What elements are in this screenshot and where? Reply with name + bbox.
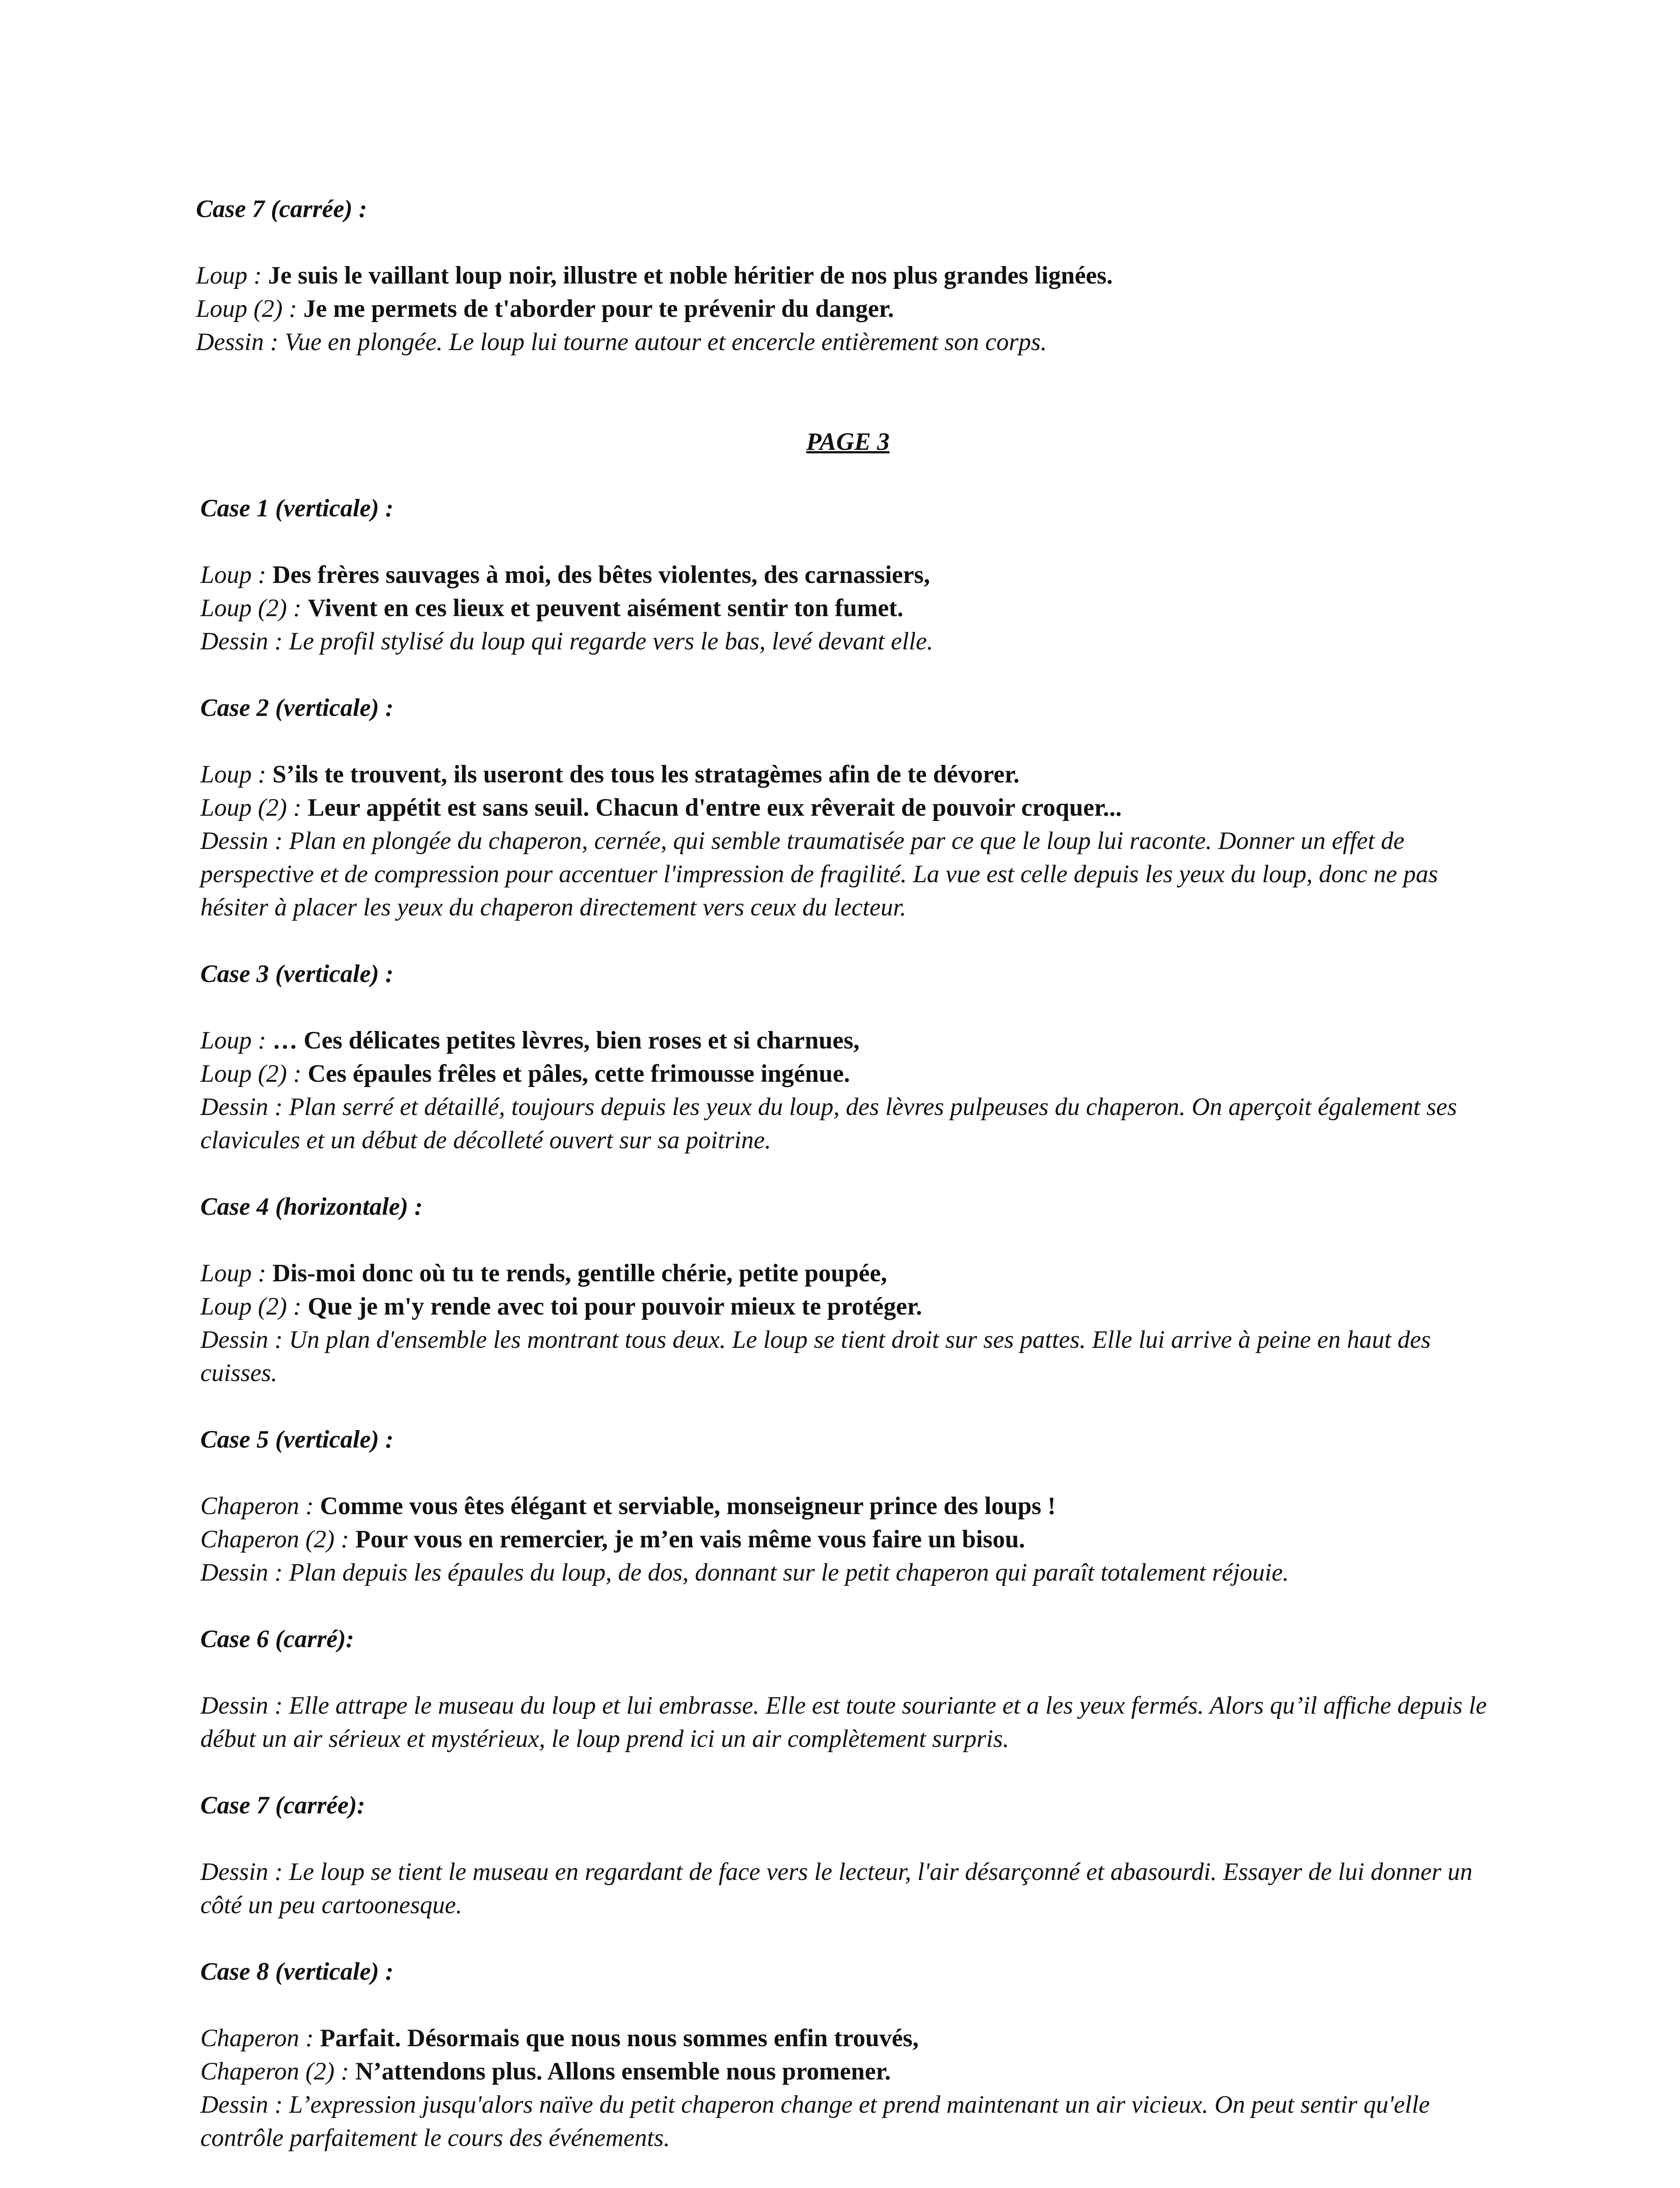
dialogue-line	[200, 1057, 1491, 1090]
page-title: PAGE 3	[806, 428, 890, 456]
speaker-label: Chaperon :	[200, 2024, 320, 2052]
speaker-label: Loup :	[200, 761, 273, 788]
speech-text: Je me permets de t'aborder pour te prévenir du danger.	[303, 295, 894, 323]
drawing-note: Dessin : Plan en plongée du chaperon, cernée, qui semble traumatisée par ce que le loup lui raconte. Donner un effet de perspective et de compression pour accentuer l'impression de fragilité. La vue est celle depuis les yeux du loup, donc ne pas hésiter à placer les yeux du chaperon directement vers ceux du lecteur.	[200, 827, 1438, 921]
case-7	[200, 1789, 1491, 1922]
speaker-label: Loup :	[200, 561, 273, 589]
drawing-note: Dessin : Le profil stylisé du loup qui regarde vers le bas, levé devant elle.	[200, 628, 933, 655]
speech-text: N’attendons plus. Allons ensemble nous promener.	[355, 2058, 891, 2085]
speaker-label: Loup :	[200, 1259, 273, 1287]
case-5	[200, 1423, 1491, 1589]
speaker-label: Chaperon (2) :	[200, 1525, 356, 1553]
drawing-note: Dessin : Un plan d'ensemble les montrant tous deux. Le loup se tient droit sur ses pattes. Elle lui arrive à peine en haut des cuisses.	[200, 1326, 1431, 1387]
case-8	[200, 1955, 1491, 2155]
case-1	[200, 492, 1491, 658]
speech-text: Vivent en ces lieux et peuvent aisément sentir ton fumet.	[308, 594, 903, 622]
dialogue-line	[200, 2055, 1491, 2088]
speaker-label: Loup (2) :	[196, 295, 304, 323]
speaker-label: Loup :	[200, 1027, 273, 1054]
speech-text: Comme vous êtes élégant et serviable, monseigneur prince des loups !	[320, 1492, 1056, 1520]
dialogue-line	[200, 558, 1491, 592]
case-heading: Case 2 (verticale) :	[200, 694, 394, 722]
case-heading: Case 5 (verticale) :	[200, 1426, 394, 1453]
case-2	[200, 691, 1491, 924]
drawing-note: Dessin : Vue en plongée. Le loup lui tourne autour et encercle entièrement son corps.	[196, 328, 1047, 356]
speech-text: Dis-moi donc où tu te rends, gentille chérie, petite poupée,	[272, 1259, 887, 1287]
dialogue-line	[196, 259, 1491, 292]
speech-text: Que je m'y rende avec toi pour pouvoir mieux te protéger.	[308, 1293, 922, 1320]
speech-text: Parfait. Désormais que nous nous sommes enfin trouvés,	[320, 2024, 919, 2052]
dialogue-line	[200, 1290, 1491, 1323]
drawing-note: Dessin : L’expression jusqu'alors naïve du petit chaperon change et prend maintenant un air vicieux. On peut sentir qu'elle contrôle parfaitement le cours des événements.	[200, 2091, 1430, 2152]
case-heading: Case 3 (verticale) :	[200, 960, 394, 988]
speaker-label: Loup (2) :	[200, 1293, 308, 1320]
dialogue-line	[200, 1490, 1491, 1523]
case-3	[200, 957, 1491, 1157]
drawing-note: Dessin : Le loup se tient le museau en regardant de face vers le lecteur, l'air désarçonné et abasourdi. Essayer de lui donner un côté un peu cartoonesque.	[200, 1858, 1473, 1919]
drawing-note: Dessin : Plan serré et détaillé, toujours depuis les yeux du loup, des lèvres pulpeuses du chaperon. On aperçoit également ses clavicules et un début de décolleté ouvert sur sa poitrine.	[200, 1093, 1457, 1154]
dialogue-line	[200, 1024, 1491, 1057]
case-4	[200, 1190, 1491, 1390]
dialogue-line	[200, 1523, 1491, 1556]
speech-text: Leur appétit est sans seuil. Chacun d'entre eux rêverait de pouvoir croquer...	[308, 794, 1122, 821]
case-6	[200, 1623, 1491, 1756]
speaker-label: Loup (2) :	[200, 794, 308, 821]
document-page	[196, 193, 1491, 2155]
speaker-label: Loup :	[196, 262, 268, 289]
speaker-label: Loup (2) :	[200, 594, 308, 622]
drawing-note: Dessin : Elle attrape le museau du loup et lui embrasse. Elle est toute souriante et a les yeux fermés. Alors qu’il affiche depuis le début un air sérieux et mystérieux, le loup prend ici un air complètement surpris.	[200, 1692, 1487, 1753]
speech-text: Je suis le vaillant loup noir, illustre et noble héritier de nos plus grandes lignées.	[268, 262, 1113, 289]
dialogue-line	[200, 1257, 1491, 1290]
case-heading: Case 7 (carrée):	[200, 1792, 365, 1819]
case-heading: Case 7 (carrée) :	[196, 195, 367, 223]
speech-text: S’ils te trouvent, ils useront des tous les stratagèmes afin de te dévorer.	[272, 761, 1020, 788]
drawing-note: Dessin : Plan depuis les épaules du loup, de dos, donnant sur le petit chaperon qui paraît totalement réjouie.	[200, 1559, 1289, 1586]
dialogue-line	[200, 2022, 1491, 2055]
dialogue-line	[200, 758, 1491, 791]
speaker-label: Chaperon (2) :	[200, 2058, 356, 2085]
case-heading: Case 4 (horizontale) :	[200, 1193, 423, 1220]
case-heading: Case 1 (verticale) :	[200, 494, 394, 522]
speech-text: Des frères sauvages à moi, des bêtes violentes, des carnassiers,	[272, 561, 930, 589]
dialogue-line	[200, 592, 1491, 625]
speech-text: … Ces délicates petites lèvres, bien roses et si charnues,	[272, 1027, 860, 1054]
dialogue-line	[196, 292, 1491, 326]
dialogue-line	[200, 791, 1491, 824]
case-heading: Case 6 (carré):	[200, 1625, 354, 1653]
case-heading: Case 8 (verticale) :	[200, 1958, 394, 1985]
speaker-label: Loup (2) :	[200, 1060, 308, 1087]
speaker-label: Chaperon :	[200, 1492, 320, 1520]
speech-text: Pour vous en remercier, je m’en vais même vous faire un bisou.	[355, 1525, 1026, 1553]
speech-text: Ces épaules frêles et pâles, cette frimousse ingénue.	[308, 1060, 850, 1087]
case-top	[196, 193, 1491, 359]
